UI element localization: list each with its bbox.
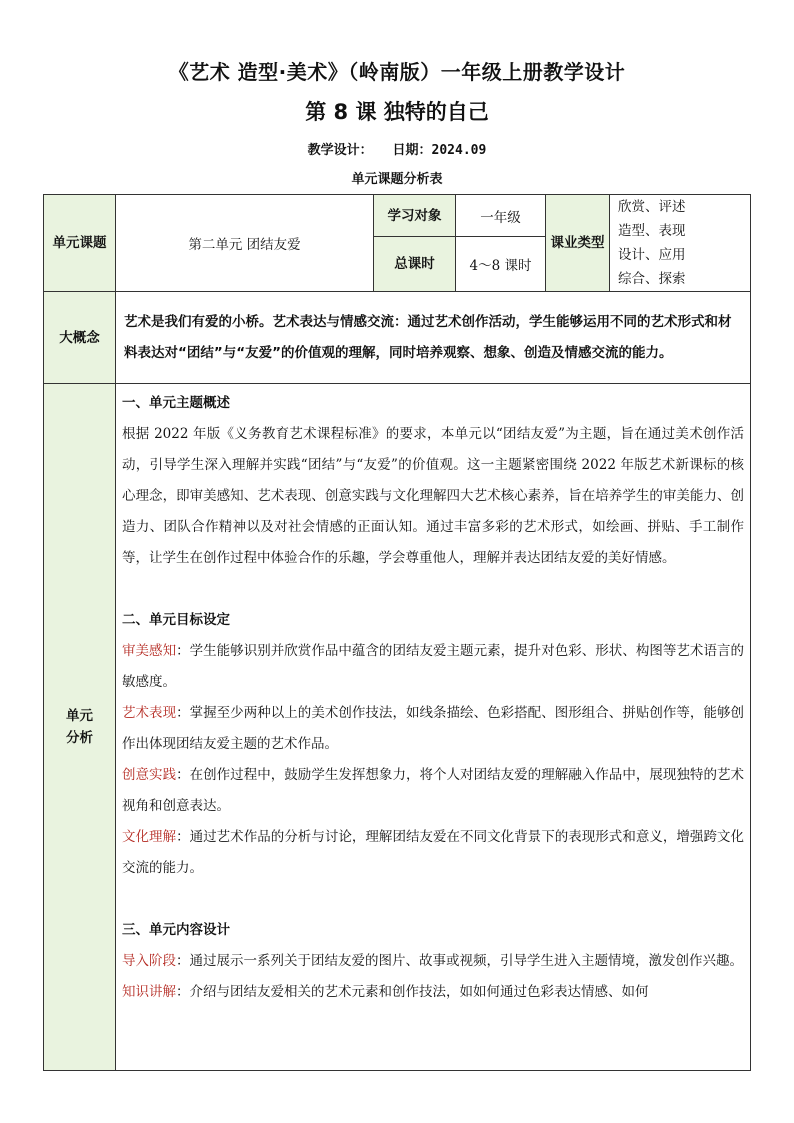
goal-key: 艺术表现 (122, 705, 177, 721)
document-title: 《艺术 造型·美术》（岭南版）一年级上册教学设计 (168, 60, 626, 84)
section-goals-heading: 二、单元目标设定 (122, 612, 230, 628)
table-caption: 单元课题分析表 (351, 172, 443, 187)
goal-text: ：掌握至少两种以上的美术创作技法，如线条描绘、色彩搭配、图形组合、拼贴创作等，能够创作出体现团结友爱主题的艺术作品。 (122, 705, 745, 752)
analysis-label-text: 单元分析 (66, 708, 93, 746)
goal-text: ：在创作过程中，鼓励学生发挥想象力，将个人对团结友爱的理解融入作品中，展现独特的艺术视角和创意表达。 (122, 767, 745, 814)
big-idea-label: 大概念 (44, 292, 116, 384)
type-label: 课业类型 (546, 195, 610, 292)
goal-item (122, 698, 744, 760)
analysis-content (116, 384, 751, 1071)
goal-text: ：学生能够识别并欣赏作品中蕴含的团结友爱主题元素，提升对色彩、形状、构图等艺术语言的敏感度。 (122, 643, 745, 690)
goal-key: 创意实践 (122, 767, 177, 783)
unit-name: 第二单元 团结友爱 (116, 195, 374, 292)
big-idea-text: 艺术是我们有爱的小桥。艺术表达与情感交流：通过艺术创作活动，学生能够运用不同的艺术形式和材料表达对“团结”与“友爱”的价值观的理解，同时培养观察、想象、创造及情感交流的能力。 (116, 292, 751, 384)
type-item: 设计、应用 (618, 247, 686, 263)
content-key: 知识讲解 (122, 984, 176, 1000)
goal-item (122, 822, 744, 884)
type-list (610, 195, 751, 292)
content-item (122, 946, 744, 977)
goal-text: ：通过艺术作品的分析与讨论，理解团结友爱在不同文化背景下的表现形式和意义，增强跨文化交流的能力。 (122, 829, 745, 876)
content-text: ：通过展示一系列关于团结友爱的图片、故事或视频，引导学生进入主题情境，激发创作兴趣。 (176, 953, 743, 969)
goal-item (122, 636, 744, 698)
analysis-label (44, 384, 116, 1071)
goal-key: 审美感知 (122, 643, 177, 659)
hours-label: 总课时 (374, 237, 456, 292)
type-item: 欣赏、评述 (618, 199, 686, 215)
section-theme-text: 根据 2022 年版《义务教育艺术课程标准》的要求，本单元以“团结友爱”为主题，旨在通过美术创作活动，引导学生深入理解并实践“团结”与“友爱”的价值观。这一主题紧密围绕 2022 年版艺术新课标的核心理念，即审美感知、艺术表现、创意实践与文化理解四大艺术核心素养，旨在培养学生的审美能力、创造力、团队合作精神以及对社会情感的正面认知。通过丰富多彩的艺术形式，如绘画、拼贴、手工制作等，让学生在创作过程中体验合作的乐趣，学会尊重他人，理解并表达团结友爱的美好情感。 (122, 426, 744, 566)
content-item (122, 977, 744, 1008)
content-text: ：介绍与团结友爱相关的艺术元素和创作技法，如如何通过色彩表达情感、如何 (176, 984, 649, 1000)
goal-item (122, 760, 744, 822)
unit-analysis-table (43, 194, 751, 1071)
unit-title-label: 单元课题 (44, 195, 116, 292)
type-item: 造型、表现 (618, 223, 686, 239)
section-content-heading: 三、单元内容设计 (122, 922, 230, 938)
lesson-title: 第 8 课 独特的自己 (305, 100, 489, 124)
target-label: 学习对象 (374, 195, 456, 237)
section-theme-heading: 一、单元主题概述 (122, 395, 230, 411)
design-meta (0, 139, 794, 158)
design-label: 教学设计： (307, 143, 373, 158)
type-item: 综合、探索 (618, 271, 686, 287)
goal-key: 文化理解 (122, 829, 177, 845)
hours-value: 4～8 课时 (456, 237, 546, 292)
content-key: 导入阶段 (122, 953, 176, 969)
target-value: 一年级 (456, 195, 546, 237)
date-label: 日期：2024.09 (392, 143, 487, 158)
